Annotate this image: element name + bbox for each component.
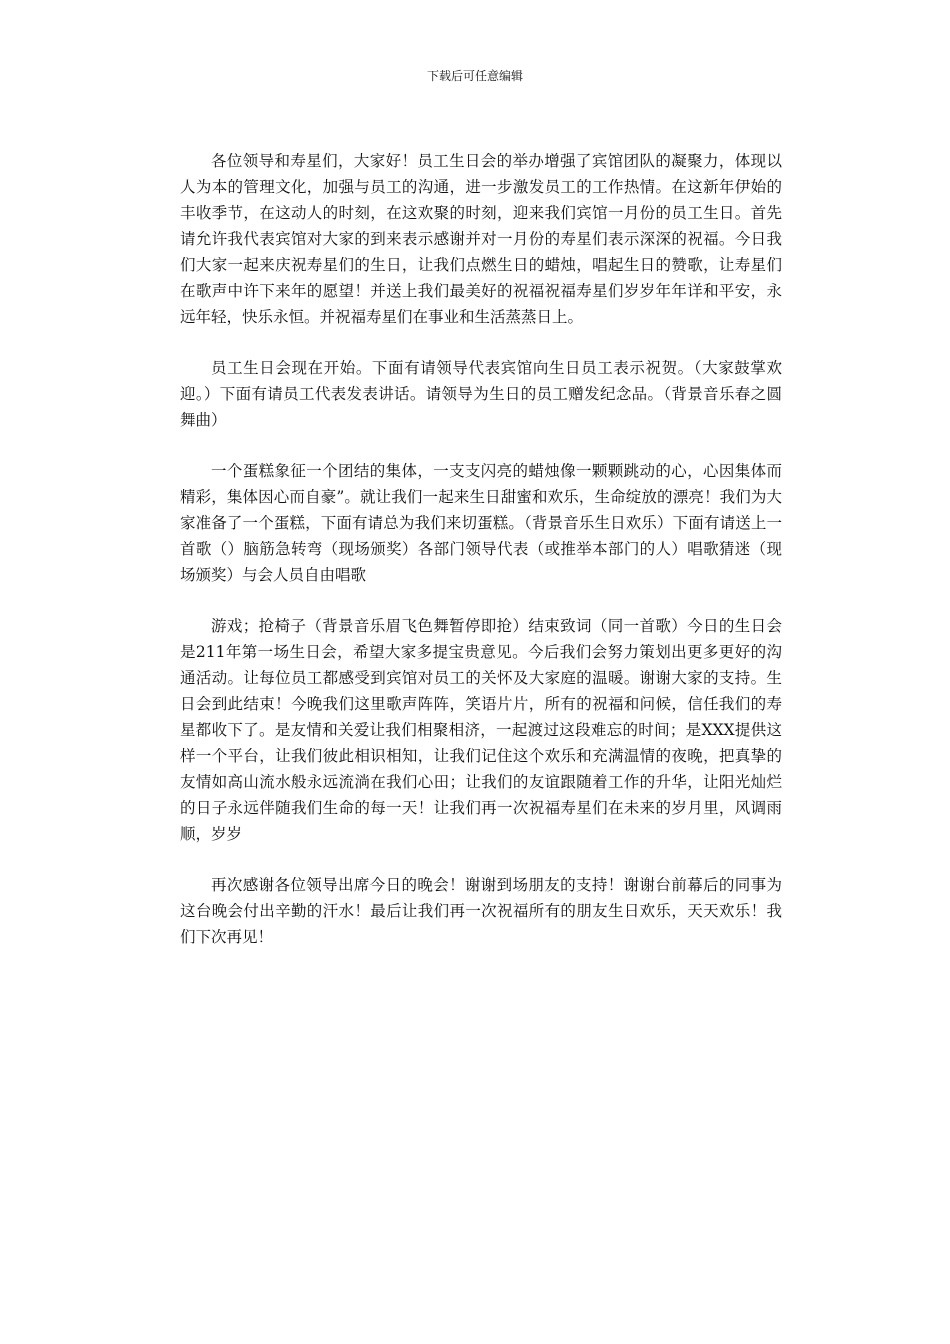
paragraph-opening: 员工生日会现在开始。下面有请领导代表宾馆向生日员工表示祝贺。（大家鼓掌欢迎。）下面有请员工代表发表讲话。请领导为生日的员工赠发纪念品。（背景音乐春之圆舞曲）	[180, 359, 782, 429]
page-header: 下载后可任意编辑	[426, 69, 523, 83]
paragraph-thanks: 再次感谢各位领导出席今日的晚会！谢谢到场朋友的支持！谢谢台前幕后的同事为这台晚会付出辛勤的汗水！最后让我们再一次祝福所有的朋友生日欢乐，天天欢乐！我们下次再见！	[180, 876, 782, 946]
document-body	[180, 148, 782, 975]
paragraph-greeting: 各位领导和寿星们，大家好！员工生日会的举办增强了宾馆团队的凝聚力，体现以人为本的管理文化，加强与员工的沟通，进一步激发员工的工作热情。在这新年伊始的丰收季节，在这动人的时刻，在这欢聚的时刻，迎来我们宾馆一月份的员工生日。首先请允许我代表宾馆对大家的到来表示感谢并对一月份的寿星们表示深深的祝福。今日我们大家一起来庆祝寿星们的生日，让我们点燃生日的蜡烛，唱起生日的赞歌，让寿星们在歌声中许下来年的愿望！并送上我们最美好的祝福祝福寿星们岁岁年年详和平安，永远年轻，快乐永恒。并祝福寿星们在事业和生活蒸蒸日上。	[180, 152, 782, 326]
paragraph-cake: 一个蛋糕象征一个团结的集体，一支支闪亮的蜡烛像一颗颗跳动的心，心因集体而精彩，集体因心而自豪”。就让我们一起来生日甜蜜和欢乐，生命绽放的漂亮！我们为大家准备了一个蛋糕，下面有请总为我们来切蛋糕。（背景音乐生日欢乐）下面有请送上一首歌（）脑筋急转弯（现场颁奖）各部门领导代表（或推举本部门的人）唱歌猜迷（现场颁奖）与会人员自由唱歌	[180, 462, 782, 584]
paragraph-games-closing: 游戏；抢椅子（背景音乐眉飞色舞暂停即抢）结束致词（同一首歌）今日的生日会是211年第一场生日会，希望大家多提宝贵意见。今后我们会努力策划出更多更好的沟通活动。让每位员工都感受到宾馆对员工的关怀及大家庭的温暖。谢谢大家的支持。生日会到此结束！今晚我们这里歌声阵阵，笑语片片，所有的祝福和问候，信任我们的寿星都收下了。是友情和关爱让我们相聚相济，一起渡过这段难忘的时间；是XXX提供这样一个平台，让我们彼此相识相知，让我们记住这个欢乐和充满温情的夜晚，把真挚的友情如高山流水般永远流淌在我们心田；让我们的友谊跟随着工作的升华，让阳光灿烂的日子永远伴随我们生命的每一天！让我们再一次祝福寿星们在未来的岁月里，风调雨顺，岁岁	[180, 617, 782, 843]
